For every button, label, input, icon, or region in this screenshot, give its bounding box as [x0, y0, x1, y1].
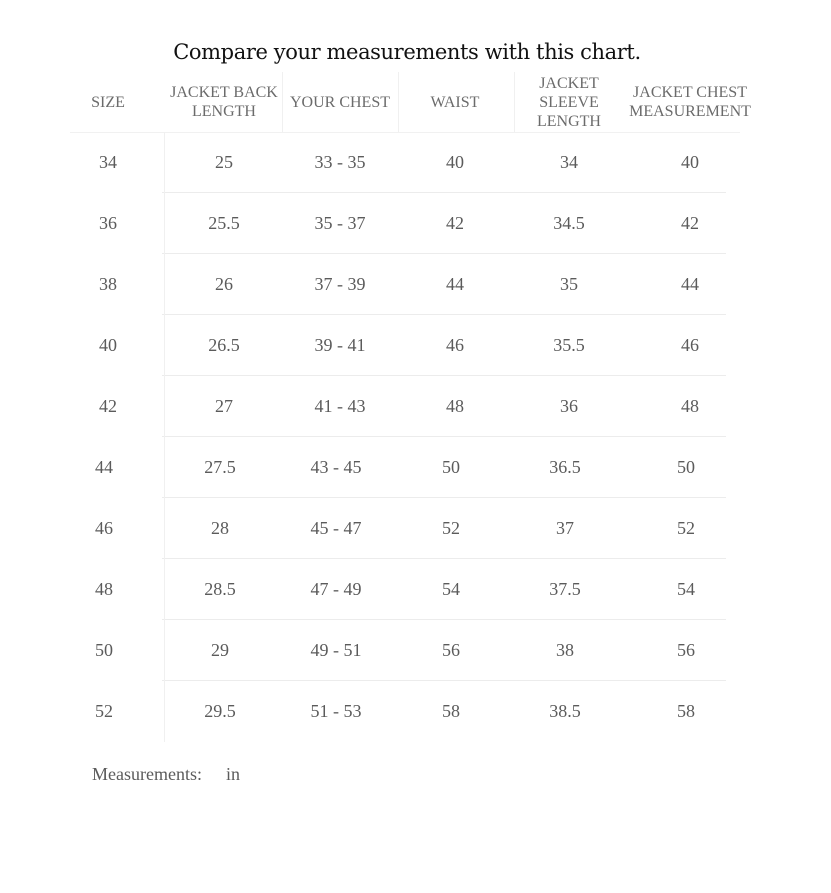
- cell-waist: 44: [446, 274, 464, 294]
- cell-waist: 42: [446, 213, 464, 233]
- table-row: [70, 132, 740, 193]
- cell-jacket-sleeve-length: 37: [556, 518, 574, 538]
- header-waist: [398, 72, 512, 132]
- table-row: [70, 498, 740, 559]
- cell-jacket-chest-measurement: 58: [677, 701, 695, 721]
- table-header-row: [70, 72, 751, 132]
- cell-jacket-chest-measurement: 52: [677, 518, 695, 538]
- header-your-chest: [282, 72, 398, 132]
- cell-jacket-sleeve-length: 36.5: [549, 457, 581, 477]
- cell-size: 46: [95, 518, 113, 538]
- cell-waist: 58: [442, 701, 460, 721]
- cell-jacket-chest-measurement: 56: [677, 640, 695, 660]
- cell-size: 50: [95, 640, 113, 660]
- cell-your-chest: 35 - 37: [314, 213, 366, 233]
- cell-your-chest: 47 - 49: [310, 579, 362, 599]
- cell-jacket-back-length: 29.5: [204, 701, 236, 721]
- table-row: [70, 315, 740, 376]
- cell-jacket-sleeve-length: 36: [560, 396, 578, 416]
- cell-jacket-chest-measurement: 48: [681, 396, 699, 416]
- cell-size: 34: [99, 152, 117, 172]
- cell-your-chest: 51 - 53: [310, 701, 362, 721]
- cell-your-chest: 39 - 41: [314, 335, 366, 355]
- cell-waist: 46: [446, 335, 464, 355]
- header-text: MEASUREMENT: [629, 103, 751, 120]
- header-jacket-sleeve-length: [512, 72, 626, 132]
- size-chart-table: [70, 72, 751, 742]
- header-text: YOUR CHEST: [289, 93, 390, 111]
- cell-your-chest: 45 - 47: [310, 518, 362, 538]
- cell-size: 44: [95, 457, 113, 477]
- cell-jacket-sleeve-length: 35.5: [553, 335, 585, 355]
- cell-waist: 56: [442, 640, 460, 660]
- table-body: [70, 132, 740, 742]
- cell-jacket-sleeve-length: 35: [560, 274, 578, 294]
- table-row: [70, 620, 740, 681]
- cell-waist: 50: [442, 457, 460, 477]
- cell-jacket-back-length: 25.5: [208, 213, 240, 233]
- cell-waist: 54: [442, 579, 460, 599]
- table-row: [70, 437, 740, 498]
- cell-jacket-chest-measurement: 40: [681, 152, 699, 172]
- cell-jacket-chest-measurement: 50: [677, 457, 695, 477]
- column-divider: [164, 132, 165, 742]
- cell-jacket-chest-measurement: 54: [677, 579, 695, 599]
- cell-your-chest: 43 - 45: [310, 457, 362, 477]
- table-row: [70, 193, 740, 254]
- cell-jacket-back-length: 27.5: [204, 457, 236, 477]
- cell-jacket-back-length: 27: [215, 396, 233, 416]
- header-text: SIZE: [91, 93, 125, 111]
- cell-size: 52: [95, 701, 113, 721]
- cell-jacket-chest-measurement: 44: [681, 274, 699, 294]
- cell-jacket-sleeve-length: 38.5: [549, 701, 581, 721]
- measurements-label: Measurements:: [92, 764, 202, 784]
- header-text: JACKET BACK: [170, 84, 278, 101]
- cell-jacket-sleeve-length: 34: [560, 152, 578, 172]
- cell-jacket-sleeve-length: 38: [556, 640, 574, 660]
- cell-jacket-back-length: 29: [211, 640, 229, 660]
- cell-waist: 48: [446, 396, 464, 416]
- header-text: SLEEVE: [539, 93, 599, 111]
- cell-size: 40: [99, 335, 117, 355]
- measurements-unit: in: [225, 764, 240, 784]
- cell-jacket-chest-measurement: 42: [681, 213, 699, 233]
- cell-jacket-sleeve-length: 37.5: [549, 579, 581, 599]
- header-size: [70, 72, 146, 132]
- cell-jacket-back-length: 26: [215, 274, 233, 294]
- table-row: [70, 254, 740, 315]
- cell-size: 38: [99, 274, 117, 294]
- cell-jacket-chest-measurement: 46: [681, 335, 699, 355]
- cell-jacket-sleeve-length: 34.5: [553, 213, 585, 233]
- cell-waist: 52: [442, 518, 460, 538]
- cell-your-chest: 41 - 43: [314, 396, 366, 416]
- header-jacket-chest-measurement: [626, 72, 754, 132]
- header-text: JACKET: [539, 74, 599, 92]
- column-divider: [398, 72, 399, 132]
- cell-your-chest: 37 - 39: [314, 274, 366, 294]
- cell-your-chest: 33 - 35: [314, 152, 366, 172]
- cell-jacket-back-length: 28.5: [204, 579, 236, 599]
- cell-jacket-back-length: 25: [215, 152, 233, 172]
- header-text: JACKET CHEST: [633, 84, 747, 101]
- table-row: [70, 559, 740, 620]
- cell-jacket-back-length: 28: [211, 518, 229, 538]
- cell-jacket-back-length: 26.5: [208, 335, 240, 355]
- table-row: [70, 681, 740, 742]
- header-text: LENGTH: [192, 103, 256, 120]
- column-divider: [282, 72, 283, 132]
- header-text: WAIST: [430, 93, 480, 111]
- header-text: LENGTH: [537, 112, 601, 130]
- measurements-units: [92, 764, 240, 785]
- table-row: [70, 376, 740, 437]
- cell-waist: 40: [446, 152, 464, 172]
- chart-title: Compare your measurements with this chart.: [173, 40, 641, 64]
- header-jacket-back-length: [166, 72, 282, 132]
- cell-size: 36: [99, 213, 117, 233]
- cell-size: 42: [99, 396, 117, 416]
- cell-your-chest: 49 - 51: [310, 640, 362, 660]
- column-divider: [514, 72, 515, 132]
- cell-size: 48: [95, 579, 113, 599]
